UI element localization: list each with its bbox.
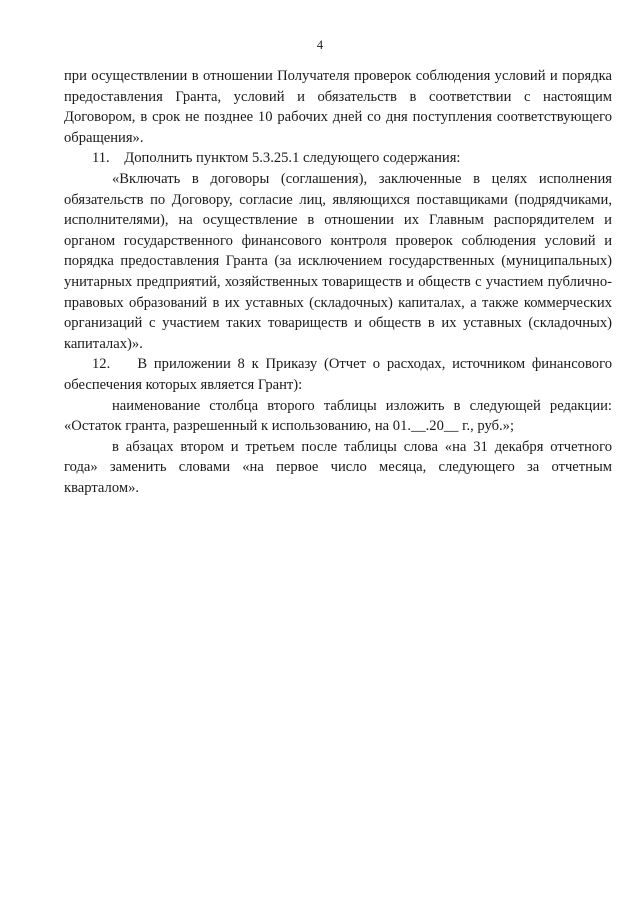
paragraph-column-name: наименование столбца второго таблицы изложить в следующей редакции: «Остаток гранта, разрешенный к использованию, на 01.__.20__ г., руб.»; [64,397,612,435]
paragraph-continuation: при осуществлении в отношении Получателя проверок соблюдения условий и порядка предоставления Гранта, условий и обязательств в соответствии с настоящим Договором, в срок не позднее 10 рабочих дней со дня поступления соответствующего обращения». [64,68,612,146]
paragraph-replace-words: в абзацах втором и третьем после таблицы слова «на 31 декабря отчетного года» заменить словами «на первое число месяца, следующего за отчетным кварталом». [64,438,612,496]
document-body [64,66,612,498]
paragraph-item-12: 12. В приложении 8 к Приказу (Отчет о расходах, источником финансового обеспечения которых является Грант): [64,356,612,393]
page-number: 4 [316,38,324,52]
paragraph-item-11: 11. Дополнить пунктом 5.3.25.1 следующего содержания: [92,150,461,167]
paragraph-consent-clause: «Включать в договоры (соглашения), заключенные в целях исполнения обязательств по Договору, согласие лиц, являющихся поставщиками (подрядчиками, исполнителями), на осуществление в отношении их Главным распорядителем и органом государственного финансового контроля проверок соблюдения условий и порядка предоставления Гранта (за исключением государственных (муниципальных) унитарных предприятий, хозяйственных товариществ и обществ с участием публично-правовых образований в их уставных (складочных) капиталах, а также коммерческих организаций с участием таких товариществ и обществ в их уставных (складочных) капиталах)». [64,170,612,352]
